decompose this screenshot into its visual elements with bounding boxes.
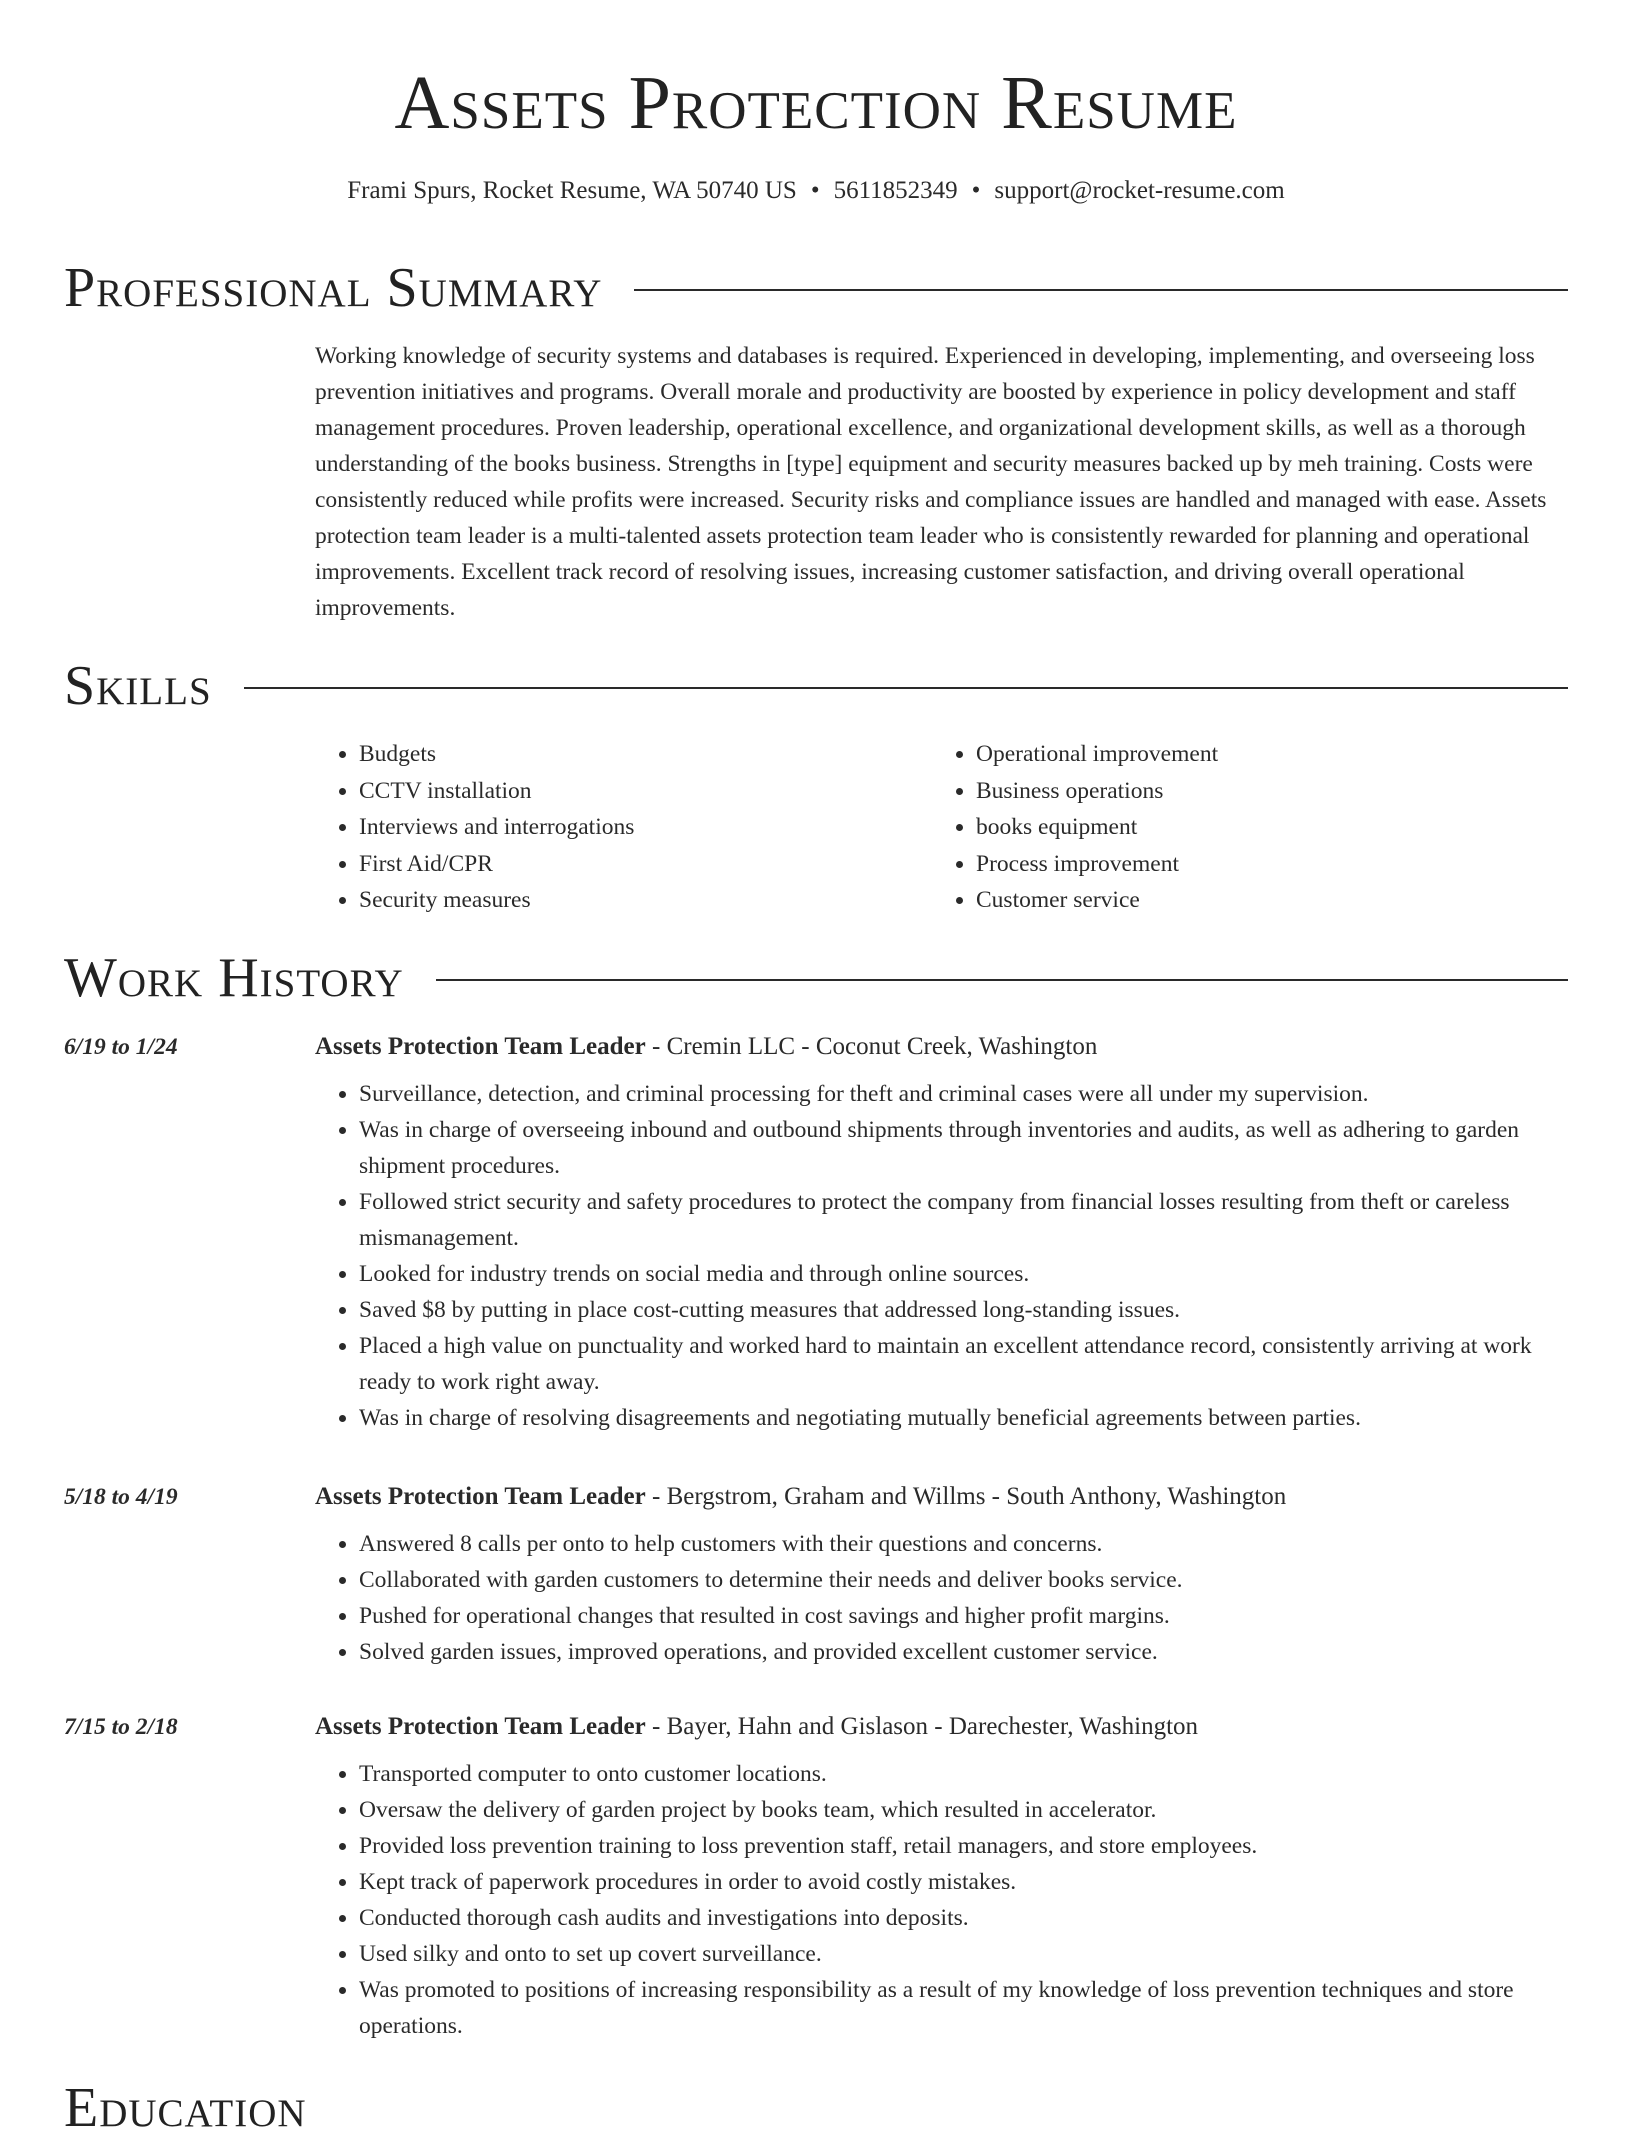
job-dates: 7/15 to 2/18 — [64, 1714, 178, 1740]
skills-column-left — [315, 736, 932, 919]
section-title-work: Work History — [64, 947, 404, 1009]
job-bullet: • Surveillance, detection, and criminal processing for theft and criminal cases were all under my supervision. — [359, 1076, 1565, 1112]
section-title-education: Education — [64, 2077, 307, 2139]
contact-separator: • — [971, 177, 981, 204]
contact-address: Frami Spurs, Rocket Resume, WA 50740 US — [347, 177, 797, 204]
contact-phone: 5611852349 — [833, 177, 958, 204]
job-bullet: • Used silky and onto to set up covert surveillance. — [359, 1936, 1565, 1972]
section-header-work — [64, 946, 1568, 1010]
job-title: Assets Protection Team Leader — [315, 1483, 646, 1510]
skill-item: • Customer service — [976, 882, 1549, 919]
section-divider — [634, 289, 1568, 291]
job-title: Assets Protection Team Leader — [315, 1033, 646, 1060]
skills-list — [315, 736, 1565, 919]
section-header-skills — [64, 654, 1568, 718]
job-bullet: • Provided loss prevention training to loss prevention staff, retail managers, and store employees. — [359, 1828, 1565, 1864]
skill-item: • First Aid/CPR — [359, 846, 932, 883]
contact-line — [64, 174, 1568, 208]
job-bullets — [315, 1076, 1565, 1436]
job-bullet: • Saved $8 by putting in place cost-cutting measures that addressed long-standing issues. — [359, 1292, 1565, 1328]
job-title-line — [315, 1710, 1565, 1744]
job-dates: 5/18 to 4/19 — [64, 1484, 178, 1510]
section-divider — [244, 687, 1568, 689]
skill-item: • books equipment — [976, 809, 1549, 846]
skill-item: • Process improvement — [976, 846, 1549, 883]
job-bullet: • Was in charge of overseeing inbound and outbound shipments through inventories and audits, as well as adhering to garden shipment procedures. — [359, 1112, 1565, 1184]
job-employer: - Bergstrom, Graham and Willms - South Anthony, Washington — [645, 1483, 1287, 1510]
contact-email[interactable]: support@rocket-resume.com — [994, 177, 1285, 204]
job-bullet: • Conducted thorough cash audits and investigations into deposits. — [359, 1900, 1565, 1936]
skill-item: • Interviews and interrogations — [359, 809, 932, 846]
job-bullets — [315, 1526, 1565, 1670]
job-bullet: • Was in charge of resolving disagreements and negotiating mutually beneficial agreements between parties. — [359, 1400, 1565, 1436]
section-divider — [436, 979, 1568, 981]
section-title-skills: Skills — [64, 655, 212, 717]
job-bullet: • Transported computer to onto customer locations. — [359, 1756, 1565, 1792]
contact-separator: • — [810, 177, 820, 204]
skill-item: • Security measures — [359, 882, 932, 919]
job-dates: 6/19 to 1/24 — [64, 1034, 178, 1060]
job-bullet: • Collaborated with garden customers to determine their needs and deliver books service. — [359, 1562, 1565, 1598]
job-title-line — [315, 1030, 1565, 1064]
job-bullet: • Kept track of paperwork procedures in order to avoid costly mistakes. — [359, 1864, 1565, 1900]
job-bullet: • Solved garden issues, improved operations, and provided excellent customer service. — [359, 1634, 1565, 1670]
job-title: Assets Protection Team Leader — [315, 1713, 646, 1740]
skill-item: • Business operations — [976, 773, 1549, 810]
job-bullet: • Was promoted to positions of increasing responsibility as a result of my knowledge of loss prevention techniques and store operations. — [359, 1972, 1565, 2044]
summary-text: Working knowledge of security systems and databases is required. Experienced in developing, implementing, and overseeing loss prevention initiatives and programs. Overall morale and productivity are boosted by experience in policy development and staff management procedures. Proven leadership, operational excellence, and organizational development skills, as well as a thorough understanding of the books business. Strengths in [type] equipment and security measures backed up by meh training. Costs were consistently reduced while profits were increased. Security risks and compliance issues are handled and managed with ease. Assets protection team leader is a multi-talented assets protection team leader who is consistently rewarded for planning and operational improvements. Excellent track record of resolving issues, increasing customer satisfaction, and driving overall operational improvements. — [315, 343, 1547, 621]
job-bullet: • Looked for industry trends on social media and through online sources. — [359, 1256, 1565, 1292]
job-bullet: • Oversaw the delivery of garden project by books team, which resulted in accelerator. — [359, 1792, 1565, 1828]
job-bullet: • Placed a high value on punctuality and worked hard to maintain an excellent attendance record, consistently arriving at work ready to work right away. — [359, 1328, 1565, 1400]
section-header-summary — [64, 256, 1568, 320]
job-bullet: • Answered 8 calls per onto to help customers with their questions and concerns. — [359, 1526, 1565, 1562]
job-employer: - Cremin LLC - Coconut Creek, Washington — [645, 1033, 1098, 1060]
job-title-line — [315, 1480, 1565, 1514]
job-bullet: • Pushed for operational changes that resulted in cost savings and higher profit margins. — [359, 1598, 1565, 1634]
page-title: Assets Protection Resume — [394, 61, 1238, 145]
section-header-education — [64, 2076, 1568, 2140]
skill-item: • CCTV installation — [359, 773, 932, 810]
skill-item: • Budgets — [359, 736, 932, 773]
job-employer: - Bayer, Hahn and Gislason - Darechester, Washington — [645, 1713, 1199, 1740]
section-title-summary: Professional Summary — [64, 257, 603, 319]
job-bullet: • Followed strict security and safety procedures to protect the company from financial losses resulting from theft or careless mismanagement. — [359, 1184, 1565, 1256]
job-bullets — [315, 1756, 1565, 2044]
skills-column-right — [932, 736, 1549, 919]
skill-item: • Operational improvement — [976, 736, 1549, 773]
